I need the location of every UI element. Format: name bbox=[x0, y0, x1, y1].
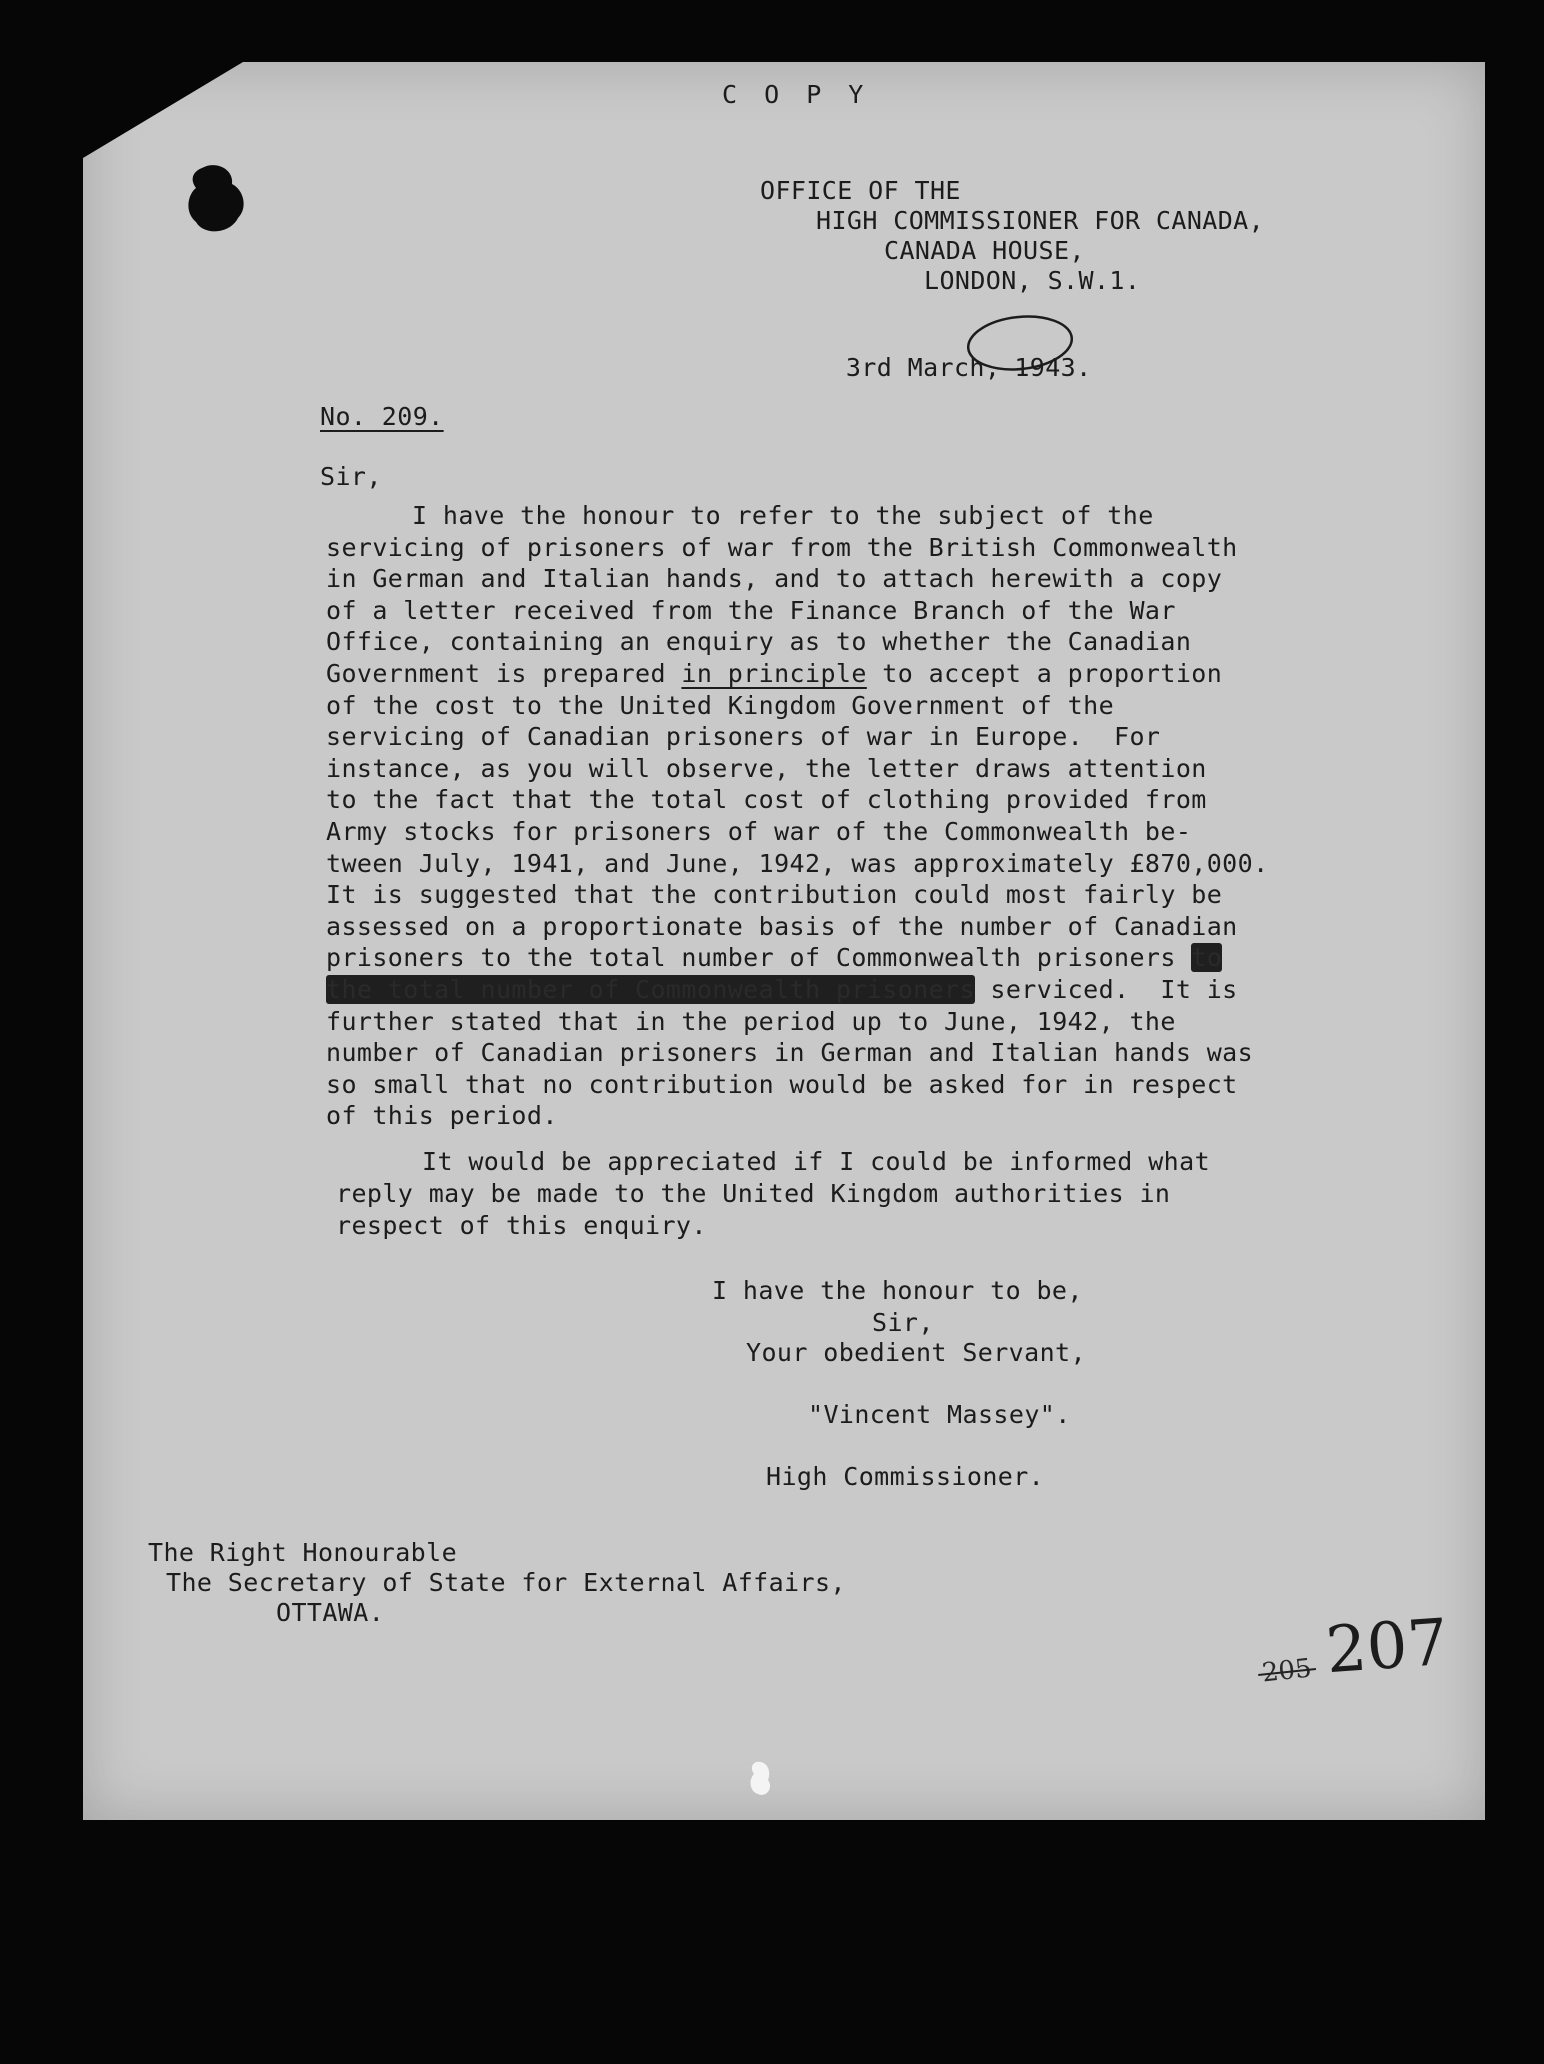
office-line-4: LONDON, S.W.1. bbox=[924, 266, 1141, 295]
closing-line-3: Your obedient Servant, bbox=[746, 1338, 1086, 1367]
para1-line: Army stocks for prisoners of war of the Commonwealth be- bbox=[326, 816, 1192, 846]
scan-speck bbox=[746, 1760, 776, 1800]
signature: "Vincent Massey". bbox=[808, 1400, 1071, 1429]
para1-line: instance, as you will observe, the letter draws attention bbox=[326, 753, 1207, 783]
para1-line: further stated that in the period up to June, 1942, the bbox=[326, 1006, 1176, 1036]
para1-line: Office, containing an enquiry as to whether the Canadian bbox=[326, 627, 1192, 657]
para1-line: of this period. bbox=[326, 1101, 558, 1131]
para1-line: number of Canadian prisoners in German and Italian hands was bbox=[326, 1038, 1254, 1068]
underlined-in-principle: in principle bbox=[681, 658, 867, 688]
para1-line: servicing of prisoners of war from the British Commonwealth bbox=[326, 532, 1238, 562]
para1-line: in German and Italian hands, and to attach herewith a copy bbox=[326, 564, 1223, 594]
para1-line: servicing of Canadian prisoners of war in Europe. For bbox=[326, 722, 1161, 752]
addressee-line-3: OTTAWA. bbox=[276, 1598, 385, 1627]
date-circle-mark bbox=[960, 310, 1080, 376]
closing-line-2: Sir, bbox=[872, 1308, 934, 1337]
para1-line: Government is prepared bbox=[326, 658, 682, 688]
para1-line: assessed on a proportionate basis of the number of Canadian bbox=[326, 911, 1238, 941]
date-day-month: 3rd March, bbox=[845, 353, 1001, 382]
office-line-1: OFFICE OF THE bbox=[760, 176, 961, 205]
para2-line: respect of this enquiry. bbox=[336, 1211, 707, 1240]
para1-line: serviced. It is bbox=[974, 974, 1238, 1004]
para1-line: of the cost to the United Kingdom Government of the bbox=[326, 690, 1115, 720]
signer-title: High Commissioner. bbox=[766, 1462, 1045, 1491]
office-line-2: HIGH COMMISSIONER FOR CANADA, bbox=[816, 206, 1265, 235]
para1-line: to the fact that the total cost of clothing provided from bbox=[326, 785, 1207, 815]
para1-line: to accept a proportion bbox=[866, 658, 1223, 688]
handwritten-page-number: 207 bbox=[1323, 1605, 1451, 1689]
letter-number: No. 209. bbox=[320, 402, 444, 431]
punch-hole-mark bbox=[182, 160, 252, 240]
para1-line: of a letter received from the Finance Branch of the War bbox=[326, 595, 1176, 625]
copy-mark: C O P Y bbox=[722, 80, 870, 109]
old-page-number: 205 bbox=[1260, 1653, 1314, 1689]
date-year: 1943. bbox=[1014, 353, 1092, 382]
body-paragraph-2 bbox=[336, 1146, 1210, 1242]
office-line-3: CANADA HOUSE, bbox=[884, 236, 1085, 265]
struck-out-text: to bbox=[1191, 943, 1223, 973]
para1-line: I have the honour to refer to the subject of the bbox=[412, 501, 1154, 530]
para1-line: tween July, 1941, and June, 1942, was approximately £870,000. bbox=[326, 848, 1269, 878]
salutation: Sir, bbox=[320, 462, 382, 491]
addressee-line-2: The Secretary of State for External Affairs, bbox=[166, 1568, 846, 1597]
para2-line: reply may be made to the United Kingdom authorities in bbox=[336, 1179, 1171, 1208]
para1-line: prisoners to the total number of Commonwealth prisoners bbox=[326, 943, 1192, 973]
para1-line: It is suggested that the contribution could most fairly be bbox=[326, 880, 1223, 910]
para2-line: It would be appreciated if I could be informed what bbox=[422, 1147, 1211, 1176]
addressee-line-1: The Right Honourable bbox=[148, 1538, 458, 1567]
body-paragraph-1 bbox=[326, 500, 1269, 1132]
para1-line: so small that no contribution would be asked for in respect bbox=[326, 1069, 1238, 1099]
struck-out-text: the total number of Commonwealth prisoners bbox=[326, 974, 975, 1004]
closing-line-1: I have the honour to be, bbox=[712, 1276, 1083, 1305]
